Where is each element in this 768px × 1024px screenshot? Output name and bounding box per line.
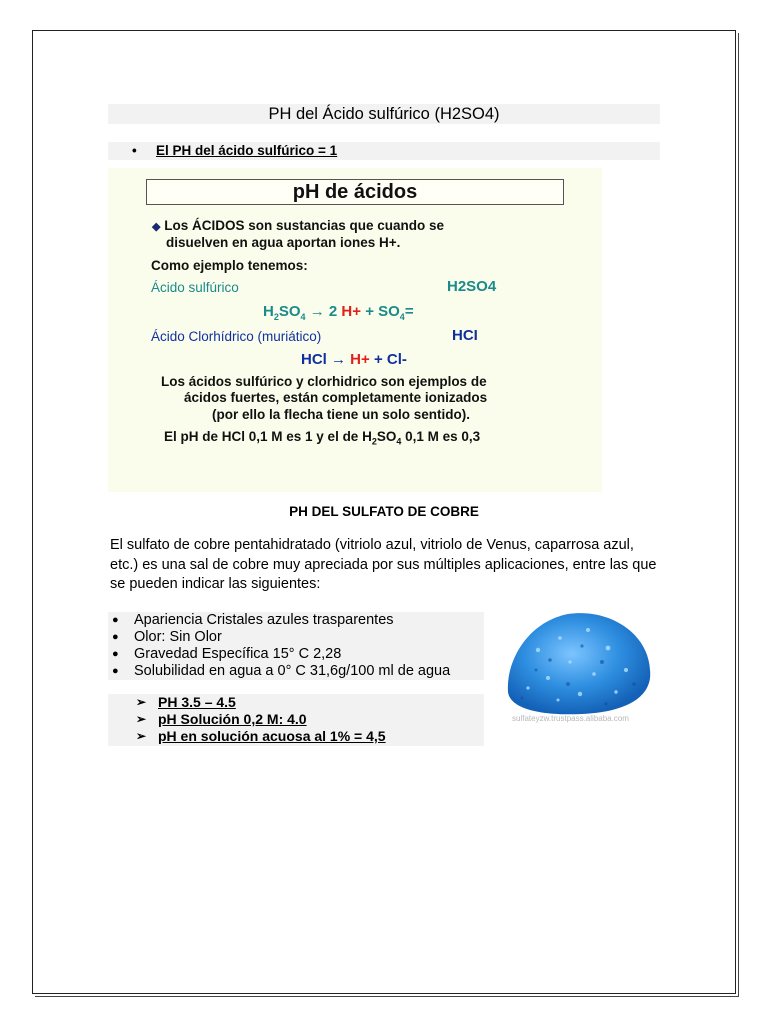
slide-definition-2: disuelven en agua aportan iones H+. [166,235,401,250]
ph-values-list: ➢ PH 3.5 – 4.5 ➢ pH Solución 0,2 M: 4.0 ➢ pH en solución acuosa al 1% = 4,5 [108,694,484,746]
equation-hydrochloric: HCl → H+ + Cl- [301,351,407,368]
acid1-name: Ácido sulfúrico [151,280,239,295]
arrow-bullet-icon: ➢ [136,712,147,726]
page-title: PH del Ácido sulfúrico (H2SO4) [108,104,660,124]
slide-note-1: Los ácidos sulfúrico y clorhidrico son ejemplos de [161,374,487,389]
bullet-dot: • [132,143,137,158]
copper-sulfate-crystals-image [498,600,660,728]
image-watermark: sulfateyzw.trustpass.alibaba.com [512,714,629,723]
slide-note-3: (por ello la flecha tiene un solo sentido). [212,407,471,422]
equation-sulfuric: $H_2SO_4 \to 2$ $H+ + SO_4=$ [263,303,414,322]
arrow-bullet-icon: ➢ [136,695,147,709]
acids-slide-image [108,168,602,492]
slide-ph-statement: El pH de HCl 0,1 M es 1 y el de $H_2SO_4$ 0,1 M es 0,3 [164,429,481,447]
bullet-ph-sulfuric [108,142,660,160]
section-heading-copper-sulfate: PH DEL SULFATO DE COBRE [289,504,479,519]
bullet-text: El PH del ácido sulfúrico = 1 [156,143,338,158]
intro-paragraph: El sulfato de cobre pentahidratado (vitriolo azul, vitriolo de Venus, caparrosa azul, etc.) es una sal de cobre muy apreciada por sus múltiples aplicaciones, entre las que se pueden indicar las siguientes: [110,537,657,592]
slide-note-2: ácidos fuertes, están completamente ionizados [184,390,488,405]
diamond-bullet-icon: ◆ [152,221,161,233]
slide-example-label: Como ejemplo tenemos: [151,258,308,273]
arrow-bullet-icon: ➢ [136,729,147,743]
properties-list: ● Apariencia Cristales azules trasparentes ● Olor: Sin Olor ● Gravedad Específica 15° C 2,28 ● Solubilidad en agua a 0° C 31,6g/100 ml de agua [108,612,484,680]
acid2-name: Ácido Clorhídrico (muriático) [151,329,322,344]
acid1-formula: H2SO4 [447,278,497,295]
slide-definition-1: ◆ Los ÁCIDOS son sustancias que cuando se [152,218,445,233]
slide-heading: pH de ácidos [146,179,564,205]
acid2-formula: HCI [452,327,478,344]
